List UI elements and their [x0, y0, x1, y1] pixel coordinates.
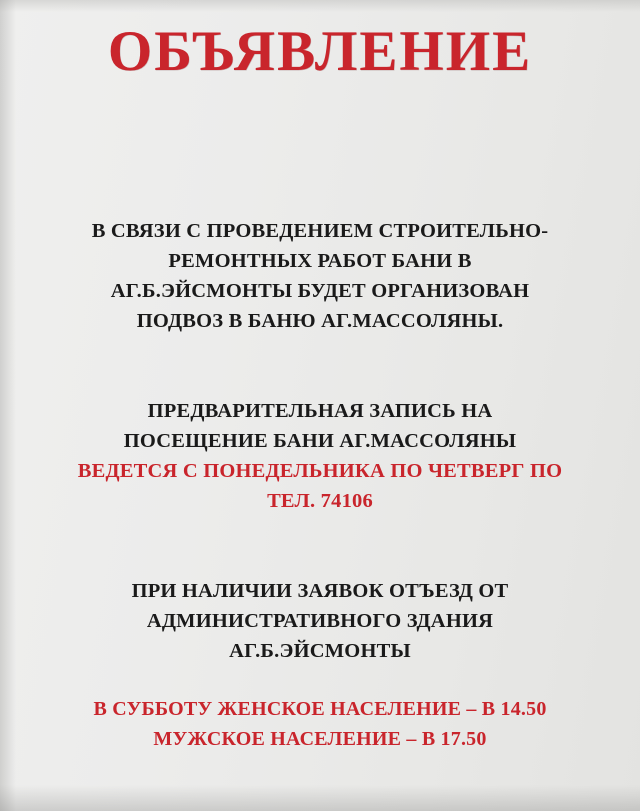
departure-line: ПРИ НАЛИЧИИ ЗАЯВОК ОТЪЕЗД ОТ [131, 580, 509, 602]
departure-block [40, 576, 600, 666]
notice-line: В СВЯЗИ С ПРОВЕДЕНИЕМ СТРОИТЕЛЬНО- [91, 220, 549, 242]
schedule-block [40, 694, 600, 754]
booking-block [40, 396, 600, 516]
notice-line: АГ.Б.ЭЙСМОНТЫ БУДЕТ ОРГАНИЗОВАН [110, 280, 530, 302]
booking-phone: ТЕЛ. 74106 [267, 490, 373, 512]
booking-line: ПРЕДВАРИТЕЛЬНАЯ ЗАПИСЬ НА [147, 400, 493, 422]
schedule-men: МУЖСКОЕ НАСЕЛЕНИЕ – В 17.50 [153, 728, 487, 750]
booking-line: ПОСЕЩЕНИЕ БАНИ АГ.МАССОЛЯНЫ [123, 430, 517, 452]
departure-line: АГ.Б.ЭЙСМОНТЫ [229, 640, 411, 662]
departure-line: АДМИНИСТРАТИВНОГО ЗДАНИЯ [146, 610, 494, 632]
paper-edge-shadow-bottom [0, 785, 640, 811]
notice-line: РЕМОНТНЫХ РАБОТ БАНИ В [168, 250, 472, 272]
notice-line: ПОДВОЗ В БАНЮ АГ.МАССОЛЯНЫ. [136, 310, 504, 332]
booking-line-highlight: ВЕДЕТСЯ С ПОНЕДЕЛЬНИКА ПО ЧЕТВЕРГ ПО [77, 460, 563, 482]
schedule-women: В СУББОТУ ЖЕНСКОЕ НАСЕЛЕНИЕ – В 14.50 [93, 698, 547, 720]
notice-block [40, 216, 600, 336]
page-title: ОБЪЯВЛЕНИЕ [107, 20, 533, 83]
paper-edge-shadow-left [0, 0, 16, 811]
